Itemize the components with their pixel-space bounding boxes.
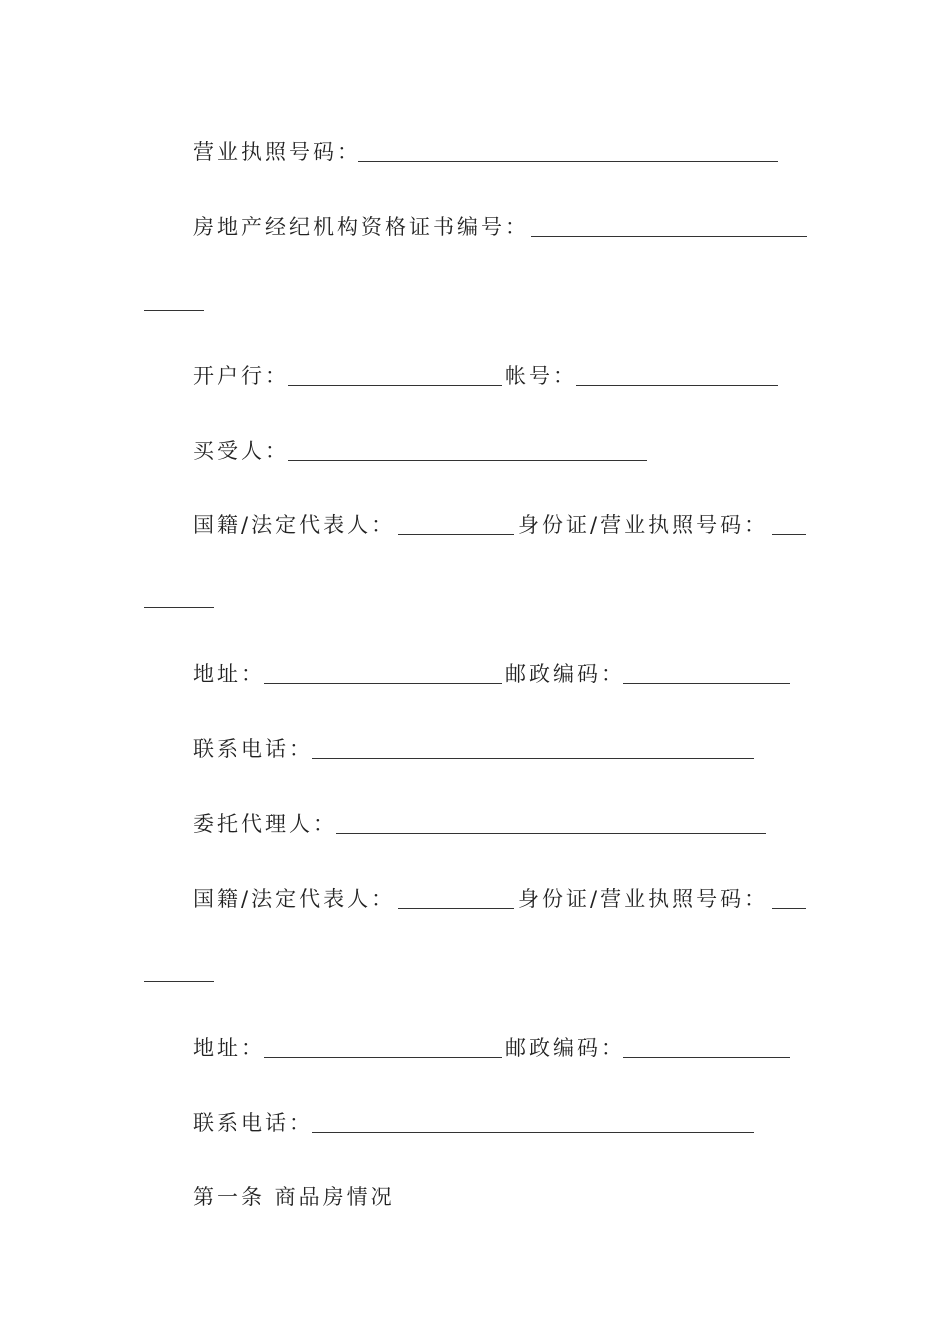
agent-phone-blank[interactable] — [312, 1132, 754, 1133]
account-blank[interactable] — [576, 385, 778, 386]
buyer-representative-blank[interactable] — [398, 534, 514, 535]
agent-address-row — [0, 1033, 950, 1063]
buyer-address-label: 地址： — [193, 662, 265, 686]
buyer-label: 买受人： — [193, 439, 289, 463]
bank-account-row — [0, 361, 950, 391]
agent-id-label: 身份证/营业执照号码： — [518, 887, 769, 911]
buyer-id-blank-continued[interactable] — [144, 607, 214, 608]
buyer-postcode-blank[interactable] — [623, 683, 790, 684]
buyer-id-label: 身份证/营业执照号码： — [518, 513, 769, 537]
agent-address-label: 地址： — [193, 1036, 265, 1060]
buyer-address-row — [0, 659, 950, 689]
agent-representative-row — [0, 884, 950, 914]
agent-id-blank-continued[interactable] — [144, 981, 214, 982]
agent-representative-blank[interactable] — [398, 908, 514, 909]
agent-id-blank[interactable] — [772, 908, 806, 909]
buyer-phone-label: 联系电话： — [193, 737, 313, 761]
buyer-representative-label: 国籍/法定代表人： — [193, 513, 396, 537]
bank-blank[interactable] — [288, 385, 502, 386]
agency-certificate-blank[interactable] — [531, 236, 807, 237]
buyer-address-blank[interactable] — [264, 683, 502, 684]
buyer-postcode-label: 邮政编码： — [505, 662, 625, 686]
buyer-phone-row — [0, 734, 950, 764]
bank-label: 开户行： — [193, 364, 289, 388]
agent-phone-label: 联系电话： — [193, 1111, 313, 1135]
buyer-phone-blank[interactable] — [312, 758, 754, 759]
business-license-row — [0, 137, 950, 167]
buyer-row — [0, 436, 950, 466]
agent-row — [0, 809, 950, 839]
agent-postcode-label: 邮政编码： — [505, 1036, 625, 1060]
agent-phone-row — [0, 1108, 950, 1138]
agency-certificate-row — [0, 212, 950, 242]
agent-label: 委托代理人： — [193, 812, 337, 836]
agency-certificate-blank-continued[interactable] — [144, 310, 204, 311]
account-label: 帐号： — [505, 364, 577, 388]
agent-address-blank[interactable] — [264, 1057, 502, 1058]
article-one-row — [0, 1182, 950, 1212]
agency-certificate-label: 房地产经纪机构资格证书编号： — [193, 215, 529, 239]
business-license-blank[interactable] — [358, 161, 778, 162]
business-license-label: 营业执照号码： — [193, 140, 361, 164]
agent-postcode-blank[interactable] — [623, 1057, 790, 1058]
article-one-heading: 第一条 商品房情况 — [193, 1185, 395, 1209]
agent-blank[interactable] — [336, 833, 766, 834]
buyer-blank[interactable] — [288, 460, 647, 461]
buyer-id-blank[interactable] — [772, 534, 806, 535]
agent-representative-label: 国籍/法定代表人： — [193, 887, 396, 911]
buyer-representative-row — [0, 510, 950, 540]
